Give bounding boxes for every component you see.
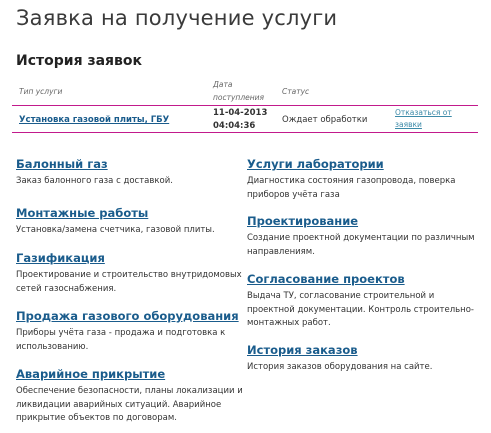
service-description: История заказов оборудования на сайте.: [247, 362, 433, 372]
service-item: [16, 205, 244, 250]
request-service-link[interactable]: Установка газовой плиты, ГБУ: [19, 115, 170, 125]
table-header: [12, 76, 478, 106]
services-right-column: [247, 156, 475, 375]
requests-history-table: [12, 76, 478, 133]
service-link-gasification[interactable]: Газификация: [16, 251, 105, 265]
column-header-status: Статус: [282, 87, 310, 96]
column-header-date: Дата поступления: [213, 80, 265, 102]
service-description: Обеспечение безопасности, планы локализации и ликвидации аварийных ситуаций. Аварийное прикрытие объектов по договорам.: [16, 386, 243, 423]
service-item: [16, 250, 244, 308]
service-link-laboratory[interactable]: Услуги лаборатории: [247, 157, 384, 171]
service-description: Установка/замена счетчика, газовой плиты.: [16, 225, 215, 235]
service-item: [247, 156, 475, 213]
service-link-design[interactable]: Проектирование: [247, 214, 359, 228]
service-item: [16, 366, 244, 426]
request-status: Ождает обработки: [282, 115, 368, 125]
service-description: Выдача ТУ, согласование строительной и проектной документации. Контроль строительно-монтажных работ.: [247, 291, 474, 328]
service-link-project-approval[interactable]: Согласование проектов: [247, 272, 405, 286]
service-description: Приборы учёта газа - продажа и подготовка к использованию.: [16, 328, 226, 352]
service-link-balloon-gas[interactable]: Балонный газ: [16, 157, 108, 171]
service-link-equipment-sales[interactable]: Продажа газового оборудования: [16, 309, 239, 323]
service-description: Заказ балонного газа с доставкой.: [16, 176, 173, 186]
service-link-emergency-cover[interactable]: Аварийное прикрытие: [16, 367, 166, 381]
service-item: [16, 156, 244, 205]
services-left-column: [16, 156, 244, 426]
table-row: [12, 106, 478, 133]
history-section-title: История заявок: [16, 53, 142, 69]
request-date-day: 11-04-2013: [213, 108, 268, 118]
service-description: Диагностика состояния газопровода, поверка приборов учёта газа: [247, 176, 456, 200]
request-date-time: 04:04:36: [213, 121, 256, 131]
service-item: [247, 271, 475, 342]
service-description: Проектирование и строительство внутридомовых сетей газоснабжения.: [16, 270, 242, 294]
request-date: [213, 107, 267, 133]
service-item: [16, 308, 244, 366]
page-title: Заявка на получение услуги: [16, 6, 338, 30]
service-link-order-history[interactable]: История заказов: [247, 343, 358, 357]
service-link-installation[interactable]: Монтажные работы: [16, 206, 149, 220]
service-item: [247, 213, 475, 271]
cancel-request-link[interactable]: Отказаться от заявки: [395, 108, 452, 129]
service-item: [247, 342, 475, 375]
column-header-service: Тип услуги: [19, 87, 63, 96]
service-description: Создание проектной документации по различным направлениям.: [247, 233, 475, 257]
